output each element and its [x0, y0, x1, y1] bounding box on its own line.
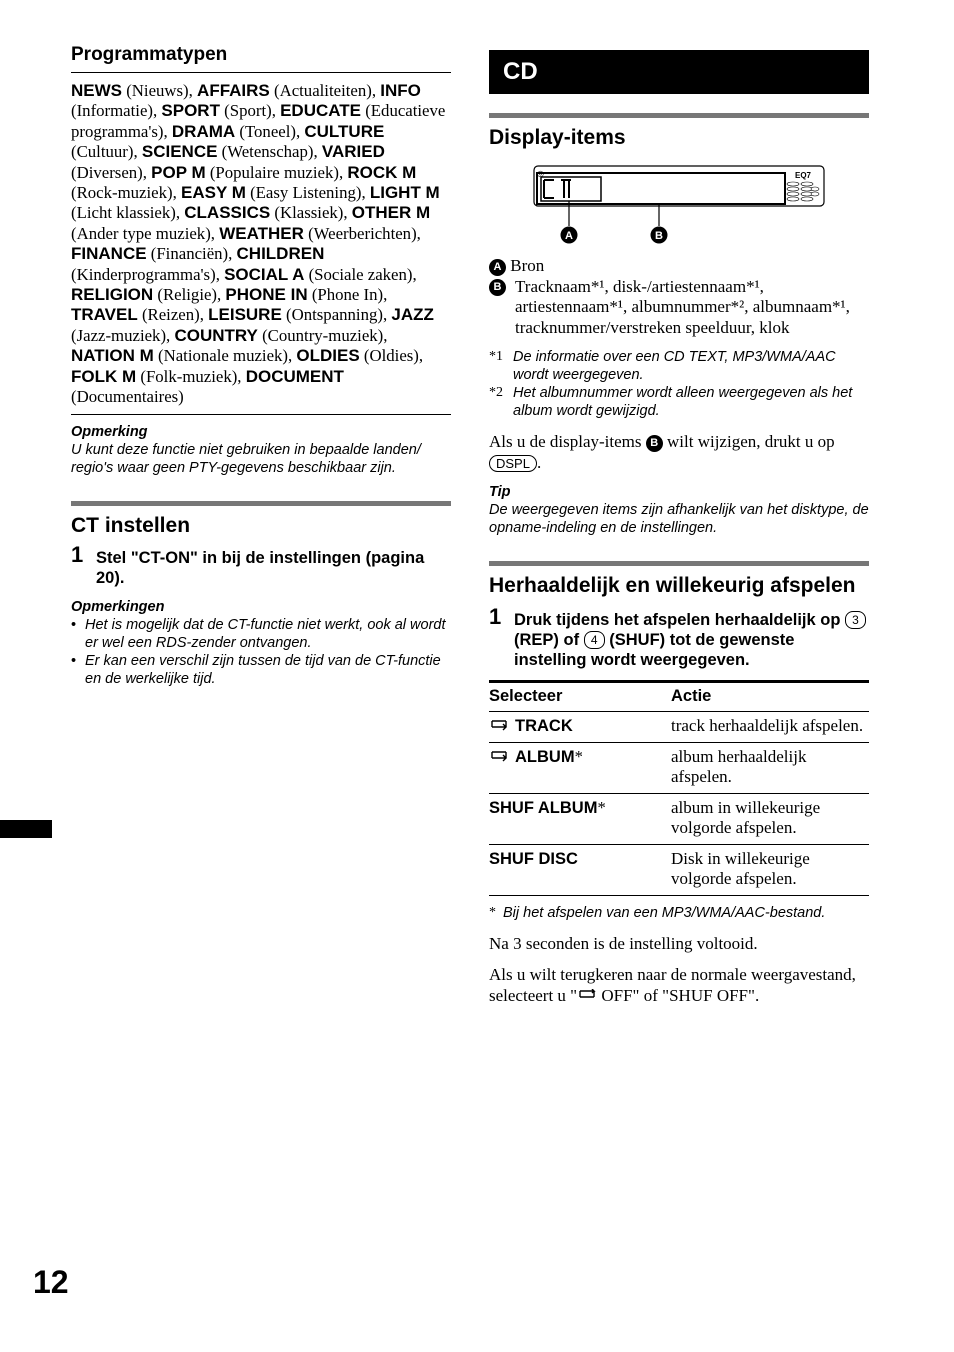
pty-description: (Easy Listening) — [250, 183, 362, 203]
item-a — [489, 256, 869, 277]
asterisk: * — [574, 746, 583, 766]
pty-description: (Licht klassiek) — [71, 203, 176, 223]
button-3: 3 — [845, 611, 866, 629]
pty-description: (Reizen) — [141, 305, 200, 325]
section-title-bar: CD — [489, 50, 869, 94]
note-text: U kunt deze functie niet gebruiken in bepaalde landen/ regio's waar geen PTY-gegevens beschikbaar zijn. — [71, 441, 421, 476]
notes-list — [71, 616, 451, 688]
pty-code: SPORT — [161, 101, 220, 121]
select-cell — [489, 793, 671, 844]
table-row — [489, 844, 869, 895]
dspl-button: DSPL — [489, 455, 537, 472]
pty-list: NEWS (Nieuws), AFFAIRS (Actualiteiten), INFO (Informatie), SPORT (Sport), EDUCATE (Educatieve programma's), DRAMA (Toneel), CULTURE (Cultuur), SCIENCE (Wetenschap), VARIED (Diversen), POP M (Populaire muziek), ROCK M (Rock-muziek), EASY M (Easy Listening), LIGHT M (Licht klassiek), CLASSICS (Klassiek), OTHER M (Ander type muziek), WEATHER (Weerberichten), FINANCE (Financiën), CHILDREN (Kinderprogramma's), SOCIAL A (Sociale zaken), RELIGION (Religie), PHONE IN (Phone In), TRAVEL (Reizen), LEISURE (Ontspanning), JAZZ (Jazz-muziek), COUNTRY (Country-muziek), NATION M (Nationale muziek), OLDIES (Oldies), FOLK M (Folk-muziek), DOCUMENT (Documentaires) — [71, 81, 451, 415]
pty-description: (Diversen) — [71, 162, 143, 182]
item-a-text: Bron — [510, 256, 545, 275]
pty-code: JAZZ — [391, 305, 434, 325]
pty-description: (Klassiek) — [274, 203, 344, 223]
pty-description: (Actualiteiten) — [273, 81, 372, 100]
item-b — [489, 277, 869, 339]
pty-code: NATION M — [71, 346, 154, 366]
pty-description: (Religie) — [157, 285, 218, 305]
notes-title: Opmerkingen — [71, 598, 165, 615]
ct-step — [71, 541, 451, 588]
pty-description: (Nieuws) — [126, 81, 189, 100]
step-text: (REP) of — [514, 631, 580, 649]
pty-description: (Oldies) — [363, 346, 419, 366]
select-label: SHUF DISC — [489, 849, 578, 868]
pty-code: CULTURE — [304, 121, 385, 141]
return-text: Als u wilt terugkeren naar de normale weergavestand, selecteert u " — [489, 965, 856, 1005]
settings-table — [489, 680, 869, 896]
select-label: SHUF ALBUM — [489, 798, 598, 817]
pty-code: OTHER M — [351, 203, 431, 223]
pty-description: (Ander type muziek) — [71, 223, 211, 243]
pty-code: SCIENCE — [141, 142, 218, 162]
marker-b: B — [489, 279, 506, 296]
pty-code: NEWS — [71, 81, 122, 100]
disc-icon: ◎ — [537, 169, 544, 178]
repeat-step — [489, 604, 869, 670]
language-tab-marker — [0, 820, 52, 838]
pty-code: LIGHT M — [369, 183, 440, 203]
display-items-heading: Display-items — [489, 126, 626, 149]
pty-description: (Folk-muziek) — [140, 366, 238, 386]
button-4: 4 — [584, 631, 605, 649]
footnote-text: Het albumnummer wordt alleen weergegeven als het album wordt gewijzigd. — [513, 385, 853, 419]
pty-code: LEISURE — [208, 305, 282, 325]
action-cell: album herhaaldelijk afspelen. — [671, 742, 869, 793]
pty-description: (Phone In) — [311, 285, 384, 305]
change-text: Als u de display-items — [489, 432, 642, 451]
pty-description: (Sport) — [224, 101, 272, 121]
pty-description: (Toneel) — [239, 121, 296, 141]
pty-heading: Programmatypen — [71, 44, 451, 73]
tip-title: Tip — [489, 484, 511, 500]
pty-description: (Sociale zaken) — [308, 264, 413, 284]
action-cell: track herhaaldelijk afspelen. — [671, 712, 869, 743]
pty-code: SOCIAL A — [224, 264, 305, 284]
select-cell — [489, 844, 671, 895]
pty-code: EASY M — [180, 183, 246, 203]
table-row — [489, 742, 869, 793]
pty-description: (Informatie) — [71, 101, 153, 121]
pty-code: AFFAIRS — [197, 81, 270, 100]
repeat-icon — [489, 748, 509, 766]
footnote-1 — [489, 348, 869, 384]
pty-code: EDUCATE — [280, 101, 362, 121]
left-column — [71, 44, 451, 688]
step-text: (SHUF) tot de gewenste instelling wordt weergegeven. — [514, 631, 795, 669]
marker-b-inline: B — [646, 435, 663, 452]
step-text: Druk tijdens het afspelen herhaaldelijk op — [514, 611, 841, 629]
pty-code: WEATHER — [219, 223, 304, 243]
note-title: Opmerking — [71, 423, 148, 440]
display-diagram — [489, 158, 869, 246]
footnote-text: Bij het afspelen van een MP3/WMA/AAC-bestand. — [503, 904, 826, 921]
pty-code: PHONE IN — [225, 285, 308, 305]
ct-heading: CT instellen — [71, 513, 191, 537]
table-row — [489, 712, 869, 743]
pty-code: ROCK M — [347, 162, 417, 182]
pty-description: (Rock-muziek) — [71, 183, 173, 203]
pty-description: (Documentaires) — [71, 387, 184, 407]
pty-code: POP M — [151, 162, 206, 182]
repeat-icon — [577, 986, 597, 1005]
footnote-mark: *1 — [489, 349, 503, 364]
select-cell — [489, 712, 671, 743]
pty-code: OLDIES — [296, 346, 360, 366]
pty-description: (Nationale muziek) — [158, 346, 288, 366]
paragraph-done: Na 3 seconden is de instelling voltooid. — [489, 933, 758, 953]
pty-code: CHILDREN — [236, 244, 325, 264]
return-text: OFF" of "SHUF OFF". — [597, 985, 760, 1005]
pty-description: (Wetenschap) — [221, 142, 314, 162]
pty-code: DRAMA — [171, 121, 236, 141]
pty-code: TRAVEL — [71, 305, 138, 325]
item-b-text: Tracknaam*¹, disk-/artiestennaam*¹, artiestennaam*¹, albumnummer*², albumnaam*¹, tracknummer/verstreken speelduur, klok — [515, 276, 850, 337]
tip — [489, 483, 869, 537]
step-text: Stel "CT-ON" in bij de instellingen (pagina 20). — [96, 548, 425, 587]
action-cell: album in willekeurige volgorde afspelen. — [671, 793, 869, 844]
pty-description: (Populaire muziek) — [209, 162, 339, 182]
table-header-row — [489, 682, 869, 712]
callout-label-b: B — [655, 230, 663, 242]
pty-code: VARIED — [321, 142, 385, 162]
repeat-heading: Herhaaldelijk en willekeurig afspelen — [489, 574, 856, 597]
pty-description: (Weerberichten) — [308, 223, 417, 243]
change-text: . — [536, 452, 542, 472]
page-number: 12 — [33, 1264, 69, 1300]
paragraph-return — [489, 965, 869, 1006]
pty-description: (Ontspanning) — [286, 305, 383, 325]
table-footnote — [489, 904, 869, 922]
pty-description: (Cultuur) — [71, 142, 134, 162]
tip-text: De weergegeven items zijn afhankelijk van het disktype, de opname-indeling en de instellingen. — [489, 502, 869, 536]
action-cell: Disk in willekeurige volgorde afspelen. — [671, 844, 869, 895]
pty-code: INFO — [380, 81, 421, 100]
select-label: TRACK — [515, 717, 573, 735]
step-number: 1 — [489, 604, 502, 629]
pty-description: (Jazz-muziek) — [71, 325, 167, 345]
section-rule — [71, 501, 451, 506]
change-text: wilt wijzigen, drukt u op — [667, 432, 835, 451]
asterisk: * — [597, 797, 606, 817]
footnote-mark: *2 — [489, 385, 503, 400]
pty-description: (Financiën) — [150, 244, 229, 264]
callout-label-a: A — [565, 230, 573, 242]
pty-code: CLASSICS — [184, 203, 271, 223]
footnote-2 — [489, 384, 869, 420]
footnote-text: De informatie over een CD TEXT, MP3/WMA/AAC wordt weergegeven. — [513, 349, 836, 383]
right-column — [489, 50, 869, 1006]
change-display-paragraph — [489, 432, 869, 473]
step-number: 1 — [71, 541, 84, 567]
note-opmerking — [71, 423, 451, 477]
footnotes — [489, 348, 869, 420]
section-rule — [489, 561, 869, 566]
table-body — [489, 712, 869, 896]
select-label: ALBUM — [515, 747, 575, 766]
display-panel-illustration — [489, 158, 869, 246]
notes-item: • Het is mogelijk dat de CT-functie niet werkt, ook al wordt er wel een RDS-zender ontvangen. — [71, 616, 451, 652]
pty-description: (Educatieve programma's) — [71, 101, 446, 141]
pty-code: FOLK M — [71, 366, 137, 386]
footnote-mark: * — [489, 904, 496, 920]
pty-code: DOCUMENT — [245, 366, 344, 386]
column-header-select: Selecteer — [489, 682, 671, 712]
pty-description: (Kinderprogramma's) — [71, 264, 216, 284]
notes-item: • Er kan een verschil zijn tussen de tijd van de CT-functie en de werkelijke tijd. — [71, 652, 451, 688]
notes-opmerkingen — [71, 598, 451, 688]
section-rule — [489, 113, 869, 118]
pty-description: (Country-muziek) — [262, 325, 384, 345]
eq-label: EQ7 — [795, 171, 812, 180]
table-row — [489, 793, 869, 844]
pty-code: FINANCE — [71, 244, 147, 264]
column-header-action: Actie — [671, 682, 869, 712]
pty-code: COUNTRY — [174, 325, 258, 345]
select-cell — [489, 742, 671, 793]
pty-code: RELIGION — [71, 285, 154, 305]
repeat-icon — [489, 717, 509, 735]
marker-a: A — [489, 259, 506, 276]
